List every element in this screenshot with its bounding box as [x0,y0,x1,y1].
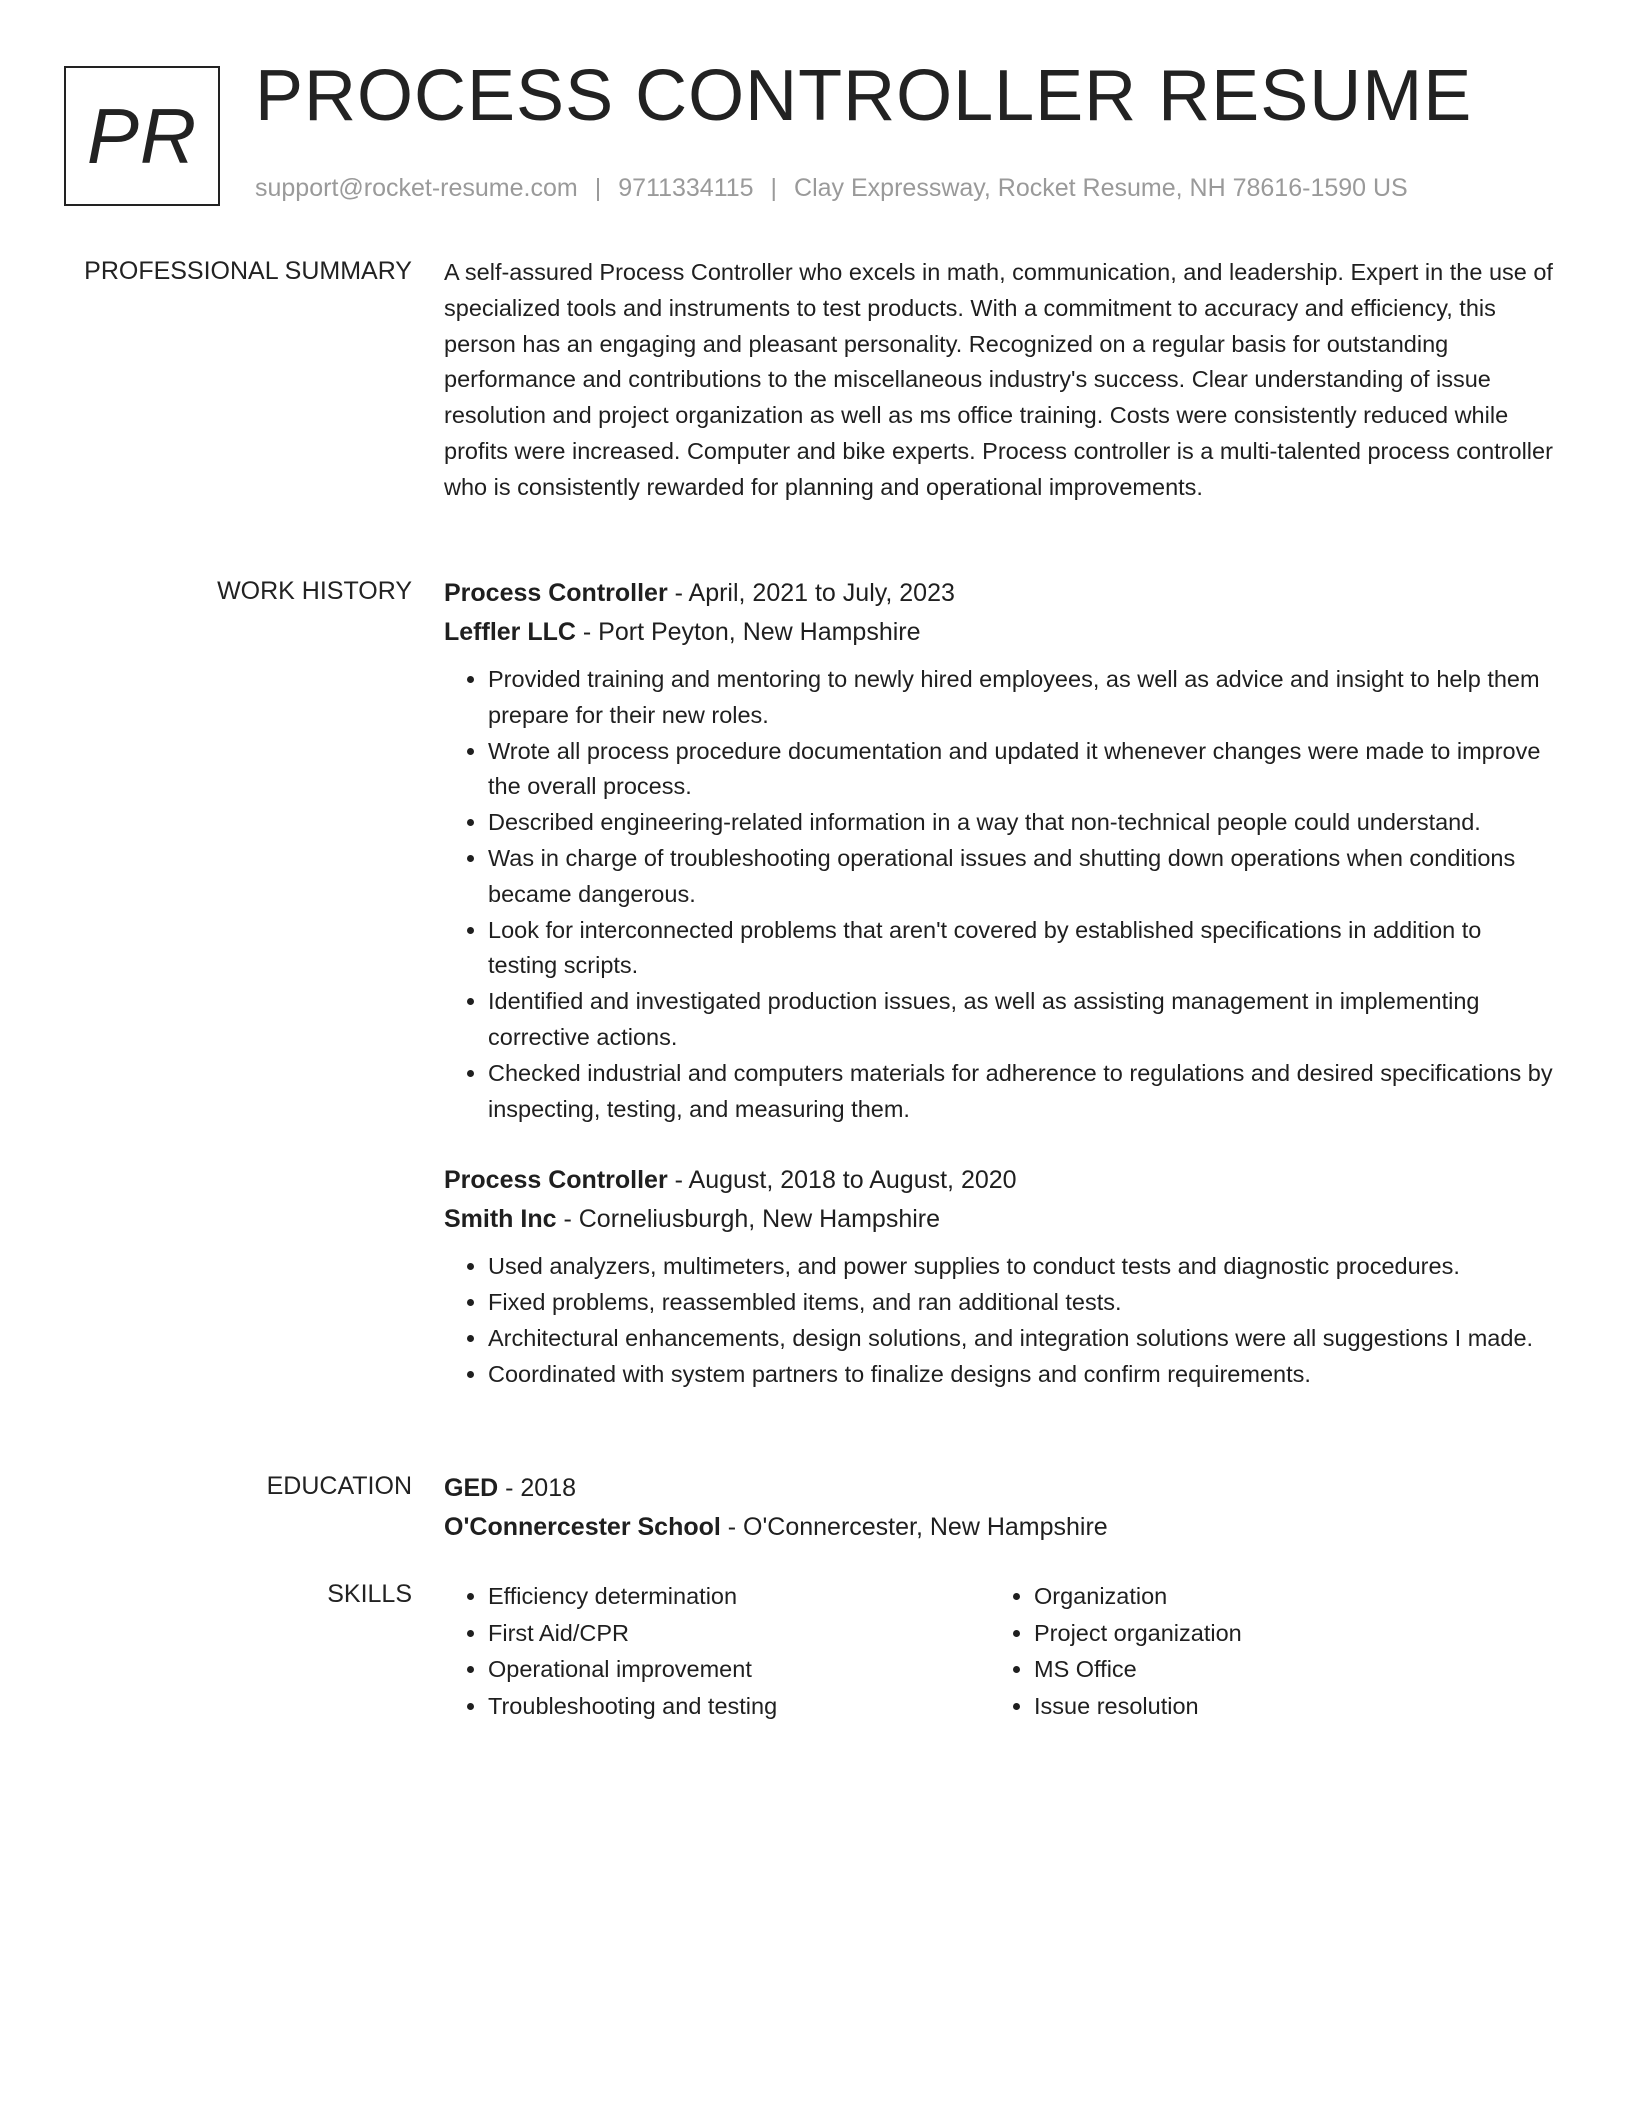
skill-item: • Efficiency determination [488,1578,990,1615]
education-year: - 2018 [498,1474,577,1502]
job-company: Leffler LLC [444,618,576,646]
job-dates: - April, 2021 to July, 2023 [667,579,955,607]
monogram-initials: PR [86,91,198,180]
contact-phone: 9711334115 [618,174,754,202]
job-dates: - August, 2018 to August, 2020 [667,1166,1017,1195]
contact-separator: | [594,174,602,202]
skills-body [444,1578,1556,1724]
job-bullet: • Used analyzers, multimeters, and power supplies to conduct tests and diagnostic procedures. [488,1249,1556,1285]
summary-text: A self-assured Process Controller who excels in math, communication, and leadership. Expert in the use of specialized tools and instruments to test products. With a commitment to accuracy and efficiency, this person has an engaging and pleasant personality. Recognized on a regular basis for outstanding performance and contributions to the miscellaneous industry's success. Clear understanding of issue resolution and project organization as well as ms office training. Costs were consistently reduced while profits were increased. Computer and bike experts. Process controller is a multi-talented process controller who is consistently rewarded for planning and operational improvements. [444,259,1553,500]
skills-grid [444,1578,1556,1724]
skill-item: • Troubleshooting and testing [488,1688,990,1725]
skills-label: SKILLS [327,1580,412,1608]
job-bullet: • Provided training and mentoring to newly hired employees, as well as advice and insight to help them prepare for their new roles. [488,662,1556,734]
job-entry [444,574,1556,1127]
skills-list-left [444,1578,990,1724]
job-bullet: • Checked industrial and computers materials for adherence to regulations and desired specifications by inspecting, testing, and measuring them. [488,1056,1556,1128]
job-bullet: • Look for interconnected problems that aren't covered by established specifications in addition to testing scripts. [488,913,1556,985]
skill-item: • MS Office [1034,1651,1536,1688]
education-school-line [444,1508,1556,1547]
skill-item: • Project organization [1034,1615,1536,1652]
education-label: EDUCATION [266,1472,412,1500]
job-bullet: • Coordinated with system partners to finalize designs and confirm requirements. [488,1357,1556,1393]
job-company-line [444,613,1556,652]
job-bullet-list [444,1249,1556,1392]
contact-email: support@rocket-resume.com [255,174,578,202]
monogram-box [64,66,220,206]
job-title: Process Controller [444,579,668,607]
education-location: - O'Connercester, New Hampshire [720,1513,1108,1541]
contact-line [255,174,1408,203]
skills-list-right [990,1578,1536,1724]
summary-label: PROFESSIONAL SUMMARY [84,257,412,285]
job-location: - Port Peyton, New Hampshire [575,618,921,646]
job-bullet: • Architectural enhancements, design solutions, and integration solutions were all suggestions I made. [488,1321,1556,1357]
education-degree: GED [444,1474,499,1502]
job-bullet: • Wrote all process procedure documentation and updated it whenever changes were made to improve the overall process. [488,734,1556,806]
job-entry [444,1161,1556,1392]
resume-title: PROCESS CONTROLLER RESUME [255,56,1473,136]
education-body [444,1469,1556,1547]
job-bullet-list [444,662,1556,1127]
work-history-body [444,574,1556,1393]
skill-item: • Operational improvement [488,1651,990,1688]
job-location: - Corneliusburgh, New Hampshire [556,1205,940,1234]
job-company-line [444,1200,1556,1239]
skill-item: • First Aid/CPR [488,1615,990,1652]
work-history-label: WORK HISTORY [217,577,412,605]
job-title: Process Controller [444,1166,668,1195]
contact-address: Clay Expressway, Rocket Resume, NH 78616-1590 US [794,174,1408,202]
skill-item: • Organization [1034,1578,1536,1615]
job-bullet: • Fixed problems, reassembled items, and ran additional tests. [488,1285,1556,1321]
contact-separator: | [770,174,778,202]
job-bullet: • Was in charge of troubleshooting operational issues and shutting down operations when conditions became dangerous. [488,841,1556,913]
job-company: Smith Inc [444,1205,557,1234]
education-degree-line [444,1469,1556,1508]
education-school: O'Connercester School [444,1513,721,1541]
job-bullet: • Identified and investigated production issues, as well as assisting management in implementing corrective actions. [488,984,1556,1056]
job-title-line [444,574,1556,613]
skill-item: • Issue resolution [1034,1688,1536,1725]
job-title-line [444,1161,1556,1200]
job-bullet: • Described engineering-related information in a way that non-technical people could understand. [488,805,1556,841]
